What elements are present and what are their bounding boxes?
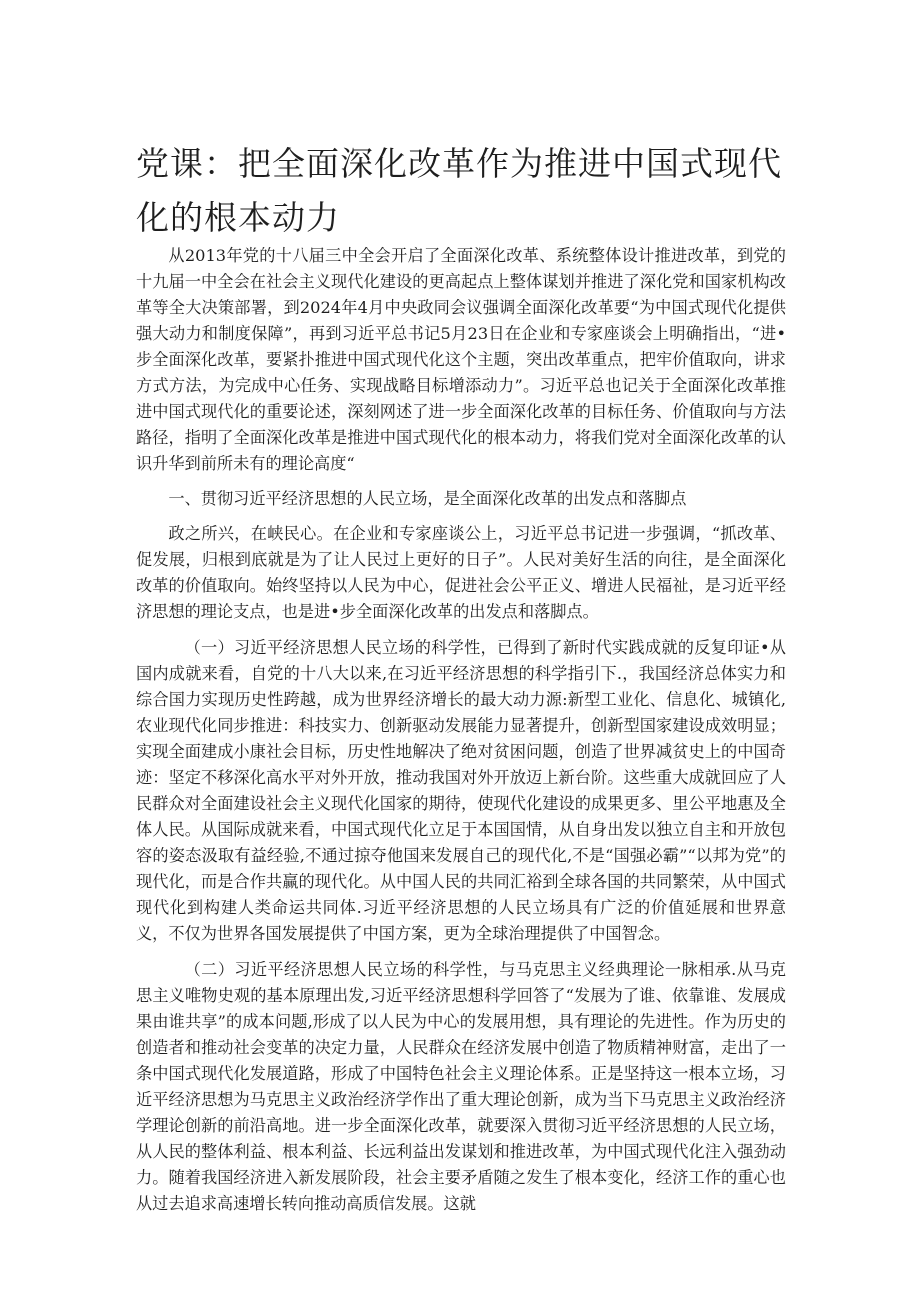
section-heading: 一、贯彻习近平经济思想的人民立场，是全面深化改革的出发点和落脚点 [168,489,687,508]
page-title: 党课：把全面深化改革作为推进中国式现代化的根本动力 [136,144,782,237]
paragraph-subsection-one: （一）习近平经济思想人民立场的科学性，已得到了新时代实践成就的反复印证•从国内成就来看，自党的十八大以来,在习近平经济思想的科学指引下.，我国经济总体实力和综合国力实现历史性跨越，成为世界经济增长的最大动力源:新型工业化、信息化、城镇化,农业现代化同步推进：科技实力、创新驱动发展能力显著提升，创新型国家建设成效明显；实现全面建成小康社会目标，历史性地解决了绝对贫困问题，创造了世界减贫史上的中国奇迹：坚定不移深化高水平对外开放，推动我国对外开放迈上新台阶。这些重大成就回应了人民群众对全面建设社会主义现代化国家的期待，使现代化建设的成果更多、里公平地惠及全体人民。从国际成就来看，中国式现代化立足于本国国情，从自身出发以独立自主和开放包容的姿态汲取有益经验,不通过掠夺他国来发展自己的现代化,不是“国强必霸”“以邦为党”的现代化，而是合作共赢的现代化。从中国人民的共同汇裕到全球各国的共同繁荣，从中国式现代化到构建人类命运共同体.习近平经济思想的人民立场具有广泛的价值延展和世界意义，不仅为世界各国发展提供了中国方案，更为全球治理提供了中国智念。 [136,638,786,943]
document-body [136,243,786,1217]
paragraph-value-orientation: 政之所兴，在峡民心。在企业和专家座谈公上，习近平总书记进一步强调，“抓改革、促发展，归根到底就是为了让人民过上更好的日子”。人民对美好生活的向往，是全面深化改革的价值取向。始终坚持以人民为中心，促进社会公平正义、增进人民福祉，是习近平经济思想的理论支点，也是进•步全面深化改革的出发点和落脚点。 [136,524,786,621]
paragraph-intro: 从2013年党的十八届三中全会开启了全面深化改革、系统整体设计推进改革，到党的十九届一中全会在社会主义现代化建设的更高起点上整体谋划并推进了深化党和国家机构改革等全大决策部署，到2024年4月中央政同会议强调全面深化改革要“为中国式现代化提供强大动力和制度保障”，再到习近平总书记5月23日在企业和专家座谈会上明确指出，“进•步全面深化改革，要紧扑推进中国式现代化这个主题，突出改革重点，把牢价值取向，讲求方式方法，为完成中心任务、实现战略目标增添动力”。习近平总也记关于全面深化改革推进中国式现代化的重要论述，深刻网述了进一步全面深化改革的目标任务、价值取向与方法路径，指明了全面深化改革是推进中国式现代化的根本动力，将我们党对全面深化改革的认识升华到前所未有的理论高度“ [136,246,786,473]
paragraph-subsection-two: （二）习近平经济思想人民立场的科学性，与马克思主义经典理论一脉相承.从马克思主义唯物史观的基本原理出发,习近平经济思想科学回答了“发展为了谁、依靠谁、发展成果由谁共享”的成本问题,形成了以人民为中心的发展用想，具有理论的先进性。作为历史的创造者和推动社会变革的决定力量，人民群众在经济发展中创造了物质精神财富，走出了一条中国式现代化发展道路，形成了中国特色社会主义理论体系。正是坚持这一根本立场，习近平经济思想为马克思主义政治经济学作出了重大理论创新，成为当下马克思主义政治经济学理论创新的前沿高地。进一步全面深化改革，就要深入贯彻习近平经济思想的人民立场，从人民的整体利益、根本利益、长远利益出发谋划和推进改革，为中国式现代化注入强劲动力。随着我国经济进入新发展阶段，社会主要矛盾随之发生了根本变化，经济工作的重心也从过去追求高速增长转向推动高质信发展。这就 [136,960,786,1213]
